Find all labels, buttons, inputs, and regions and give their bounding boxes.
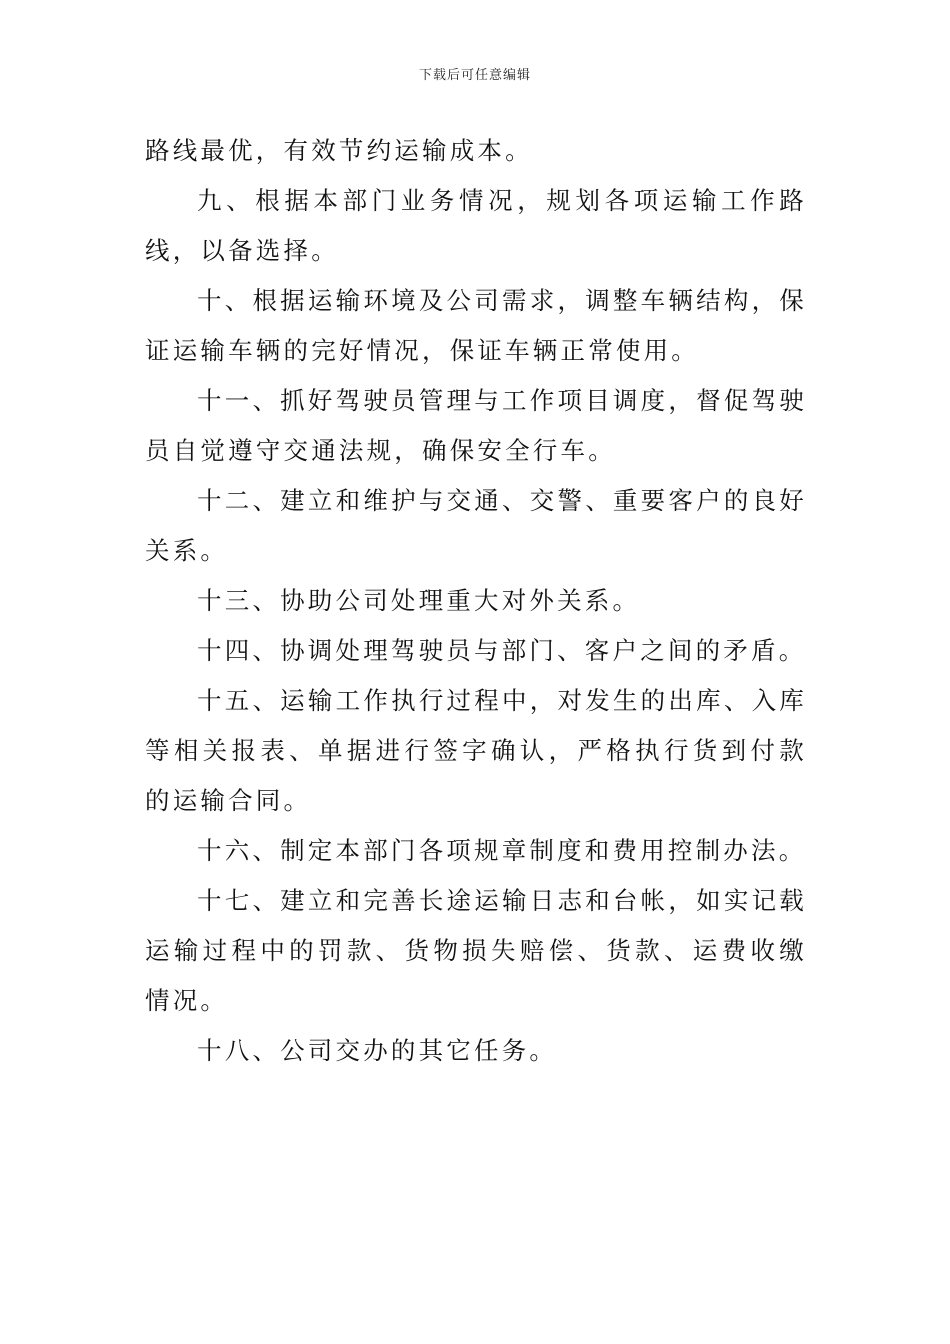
paragraph-item-17: 十七、建立和完善长途运输日志和台帐，如实记载运输过程中的罚款、货物损失赔偿、货款、运费收缴情况。 xyxy=(145,886,807,1015)
page-header: 下载后可任意编辑 xyxy=(418,68,531,83)
paragraph-item-15: 十五、运输工作执行过程中，对发生的出库、入库等相关报表、单据进行签字确认，严格执行货到付款的运输合同。 xyxy=(145,686,807,815)
paragraph-item-9: 九、根据本部门业务情况，规划各项运输工作路线，以备选择。 xyxy=(145,186,807,265)
paragraph-item-10: 十、根据运输环境及公司需求，调整车辆结构，保证运输车辆的完好情况，保证车辆正常使用。 xyxy=(145,286,807,365)
paragraph-item-13: 十三、协助公司处理重大对外关系。 xyxy=(197,586,641,615)
paragraph-item-11: 十一、抓好驾驶员管理与工作项目调度，督促驾驶员自觉遵守交通法规，确保安全行车。 xyxy=(145,386,807,465)
paragraph-item-16: 十六、制定本部门各项规章制度和费用控制办法。 xyxy=(197,836,807,865)
paragraph-item-18: 十八、公司交办的其它任务。 xyxy=(197,1036,558,1065)
document-body xyxy=(145,126,807,1076)
paragraph-item-14: 十四、协调处理驾驶员与部门、客户之间的矛盾。 xyxy=(197,636,807,665)
paragraph-item-12: 十二、建立和维护与交通、交警、重要客户的良好关系。 xyxy=(145,486,807,565)
paragraph-continuation: 路线最优，有效节约运输成本。 xyxy=(145,136,533,165)
